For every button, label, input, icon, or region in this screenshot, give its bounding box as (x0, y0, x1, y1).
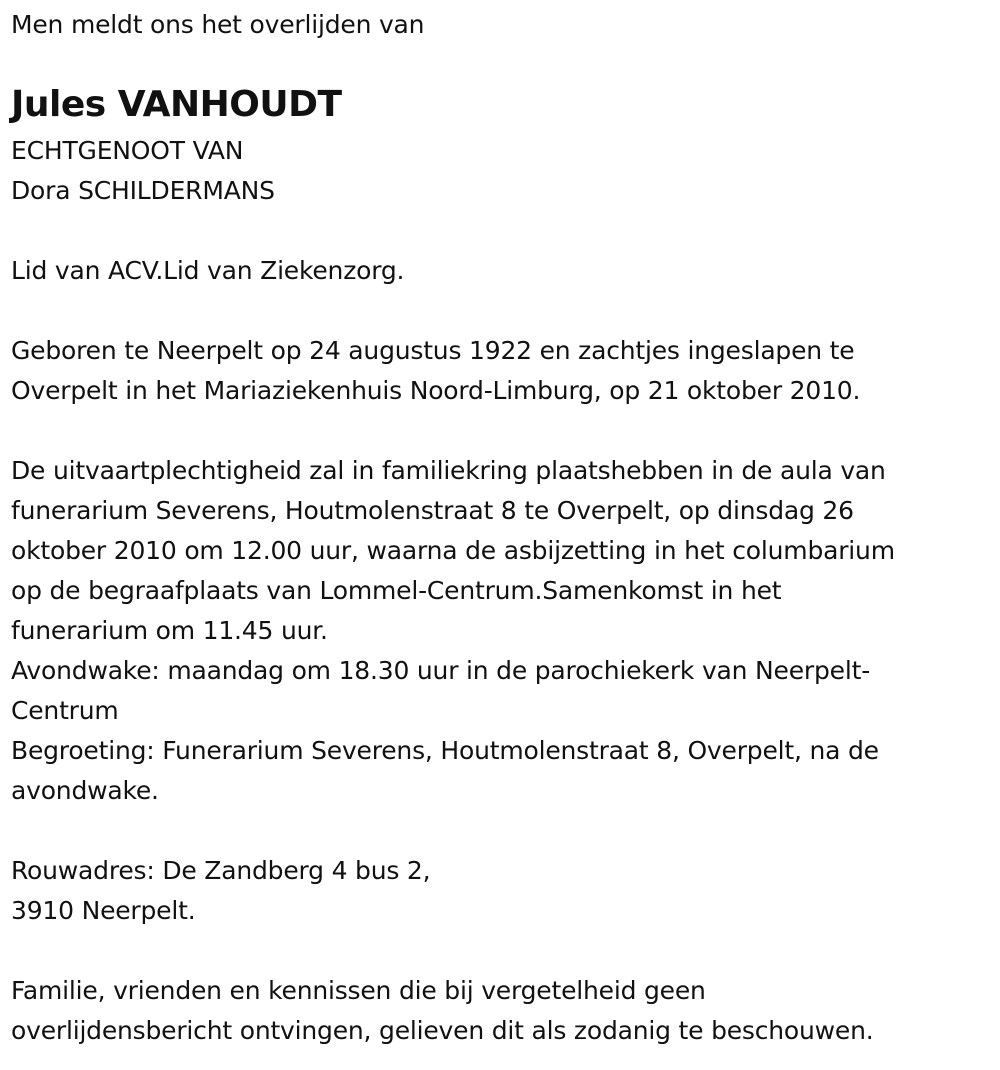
paragraph-line: Overpelt in het Mariaziekenhuis Noord-Limburg, op 21 oktober 2010. (11, 376, 861, 405)
spacer (11, 211, 986, 251)
spouse-name: Dora SCHILDERMANS (11, 176, 275, 205)
death-notice (11, 0, 986, 1051)
paragraph-line: funerarium om 11.45 uur. (11, 616, 328, 645)
paragraph-line: Begroeting: Funerarium Severens, Houtmolenstraat 8, Overpelt, na de (11, 736, 879, 765)
spacer (11, 811, 986, 851)
paragraph-line: Centrum (11, 696, 119, 725)
paragraph-line: funerarium Severens, Houtmolenstraat 8 te Overpelt, op dinsdag 26 (11, 496, 854, 525)
paragraph-line: Avondwake: maandag om 18.30 uur in de parochiekerk van Neerpelt- (11, 656, 871, 685)
spacer (11, 411, 986, 451)
intro-text: Men meldt ons het overlijden van (11, 10, 425, 39)
paragraph-line: De uitvaartplechtigheid zal in familiekring plaatshebben in de aula van (11, 456, 886, 485)
deceased-name: Jules VANHOUDT (11, 84, 342, 125)
paragraph-line: Familie, vrienden en kennissen die bij vergetelheid geen (11, 976, 706, 1005)
address-paragraph (11, 851, 986, 931)
paragraph-line: Rouwadres: De Zandberg 4 bus 2, (11, 856, 431, 885)
paragraph-line: op de begraafplaats van Lommel-Centrum.Samenkomst in het (11, 576, 782, 605)
paragraph-line: avondwake. (11, 776, 159, 805)
paragraph-line: 3910 Neerpelt. (11, 896, 196, 925)
paragraph-line: Geboren te Neerpelt op 24 augustus 1922 en zachtjes ingeslapen te (11, 336, 855, 365)
spouse-label: ECHTGENOOT VAN (11, 136, 244, 165)
birth-death-paragraph (11, 331, 986, 411)
spacer (11, 931, 986, 971)
closing-paragraph (11, 971, 986, 1051)
paragraph-line: oktober 2010 om 12.00 uur, waarna de asbijzetting in het columbarium (11, 536, 895, 565)
ceremony-paragraph (11, 451, 986, 811)
memberships-text: Lid van ACV.Lid van Ziekenzorg. (11, 256, 405, 285)
spacer (11, 291, 986, 331)
paragraph-line: overlijdensbericht ontvingen, gelieven dit als zodanig te beschouwen. (11, 1016, 874, 1045)
